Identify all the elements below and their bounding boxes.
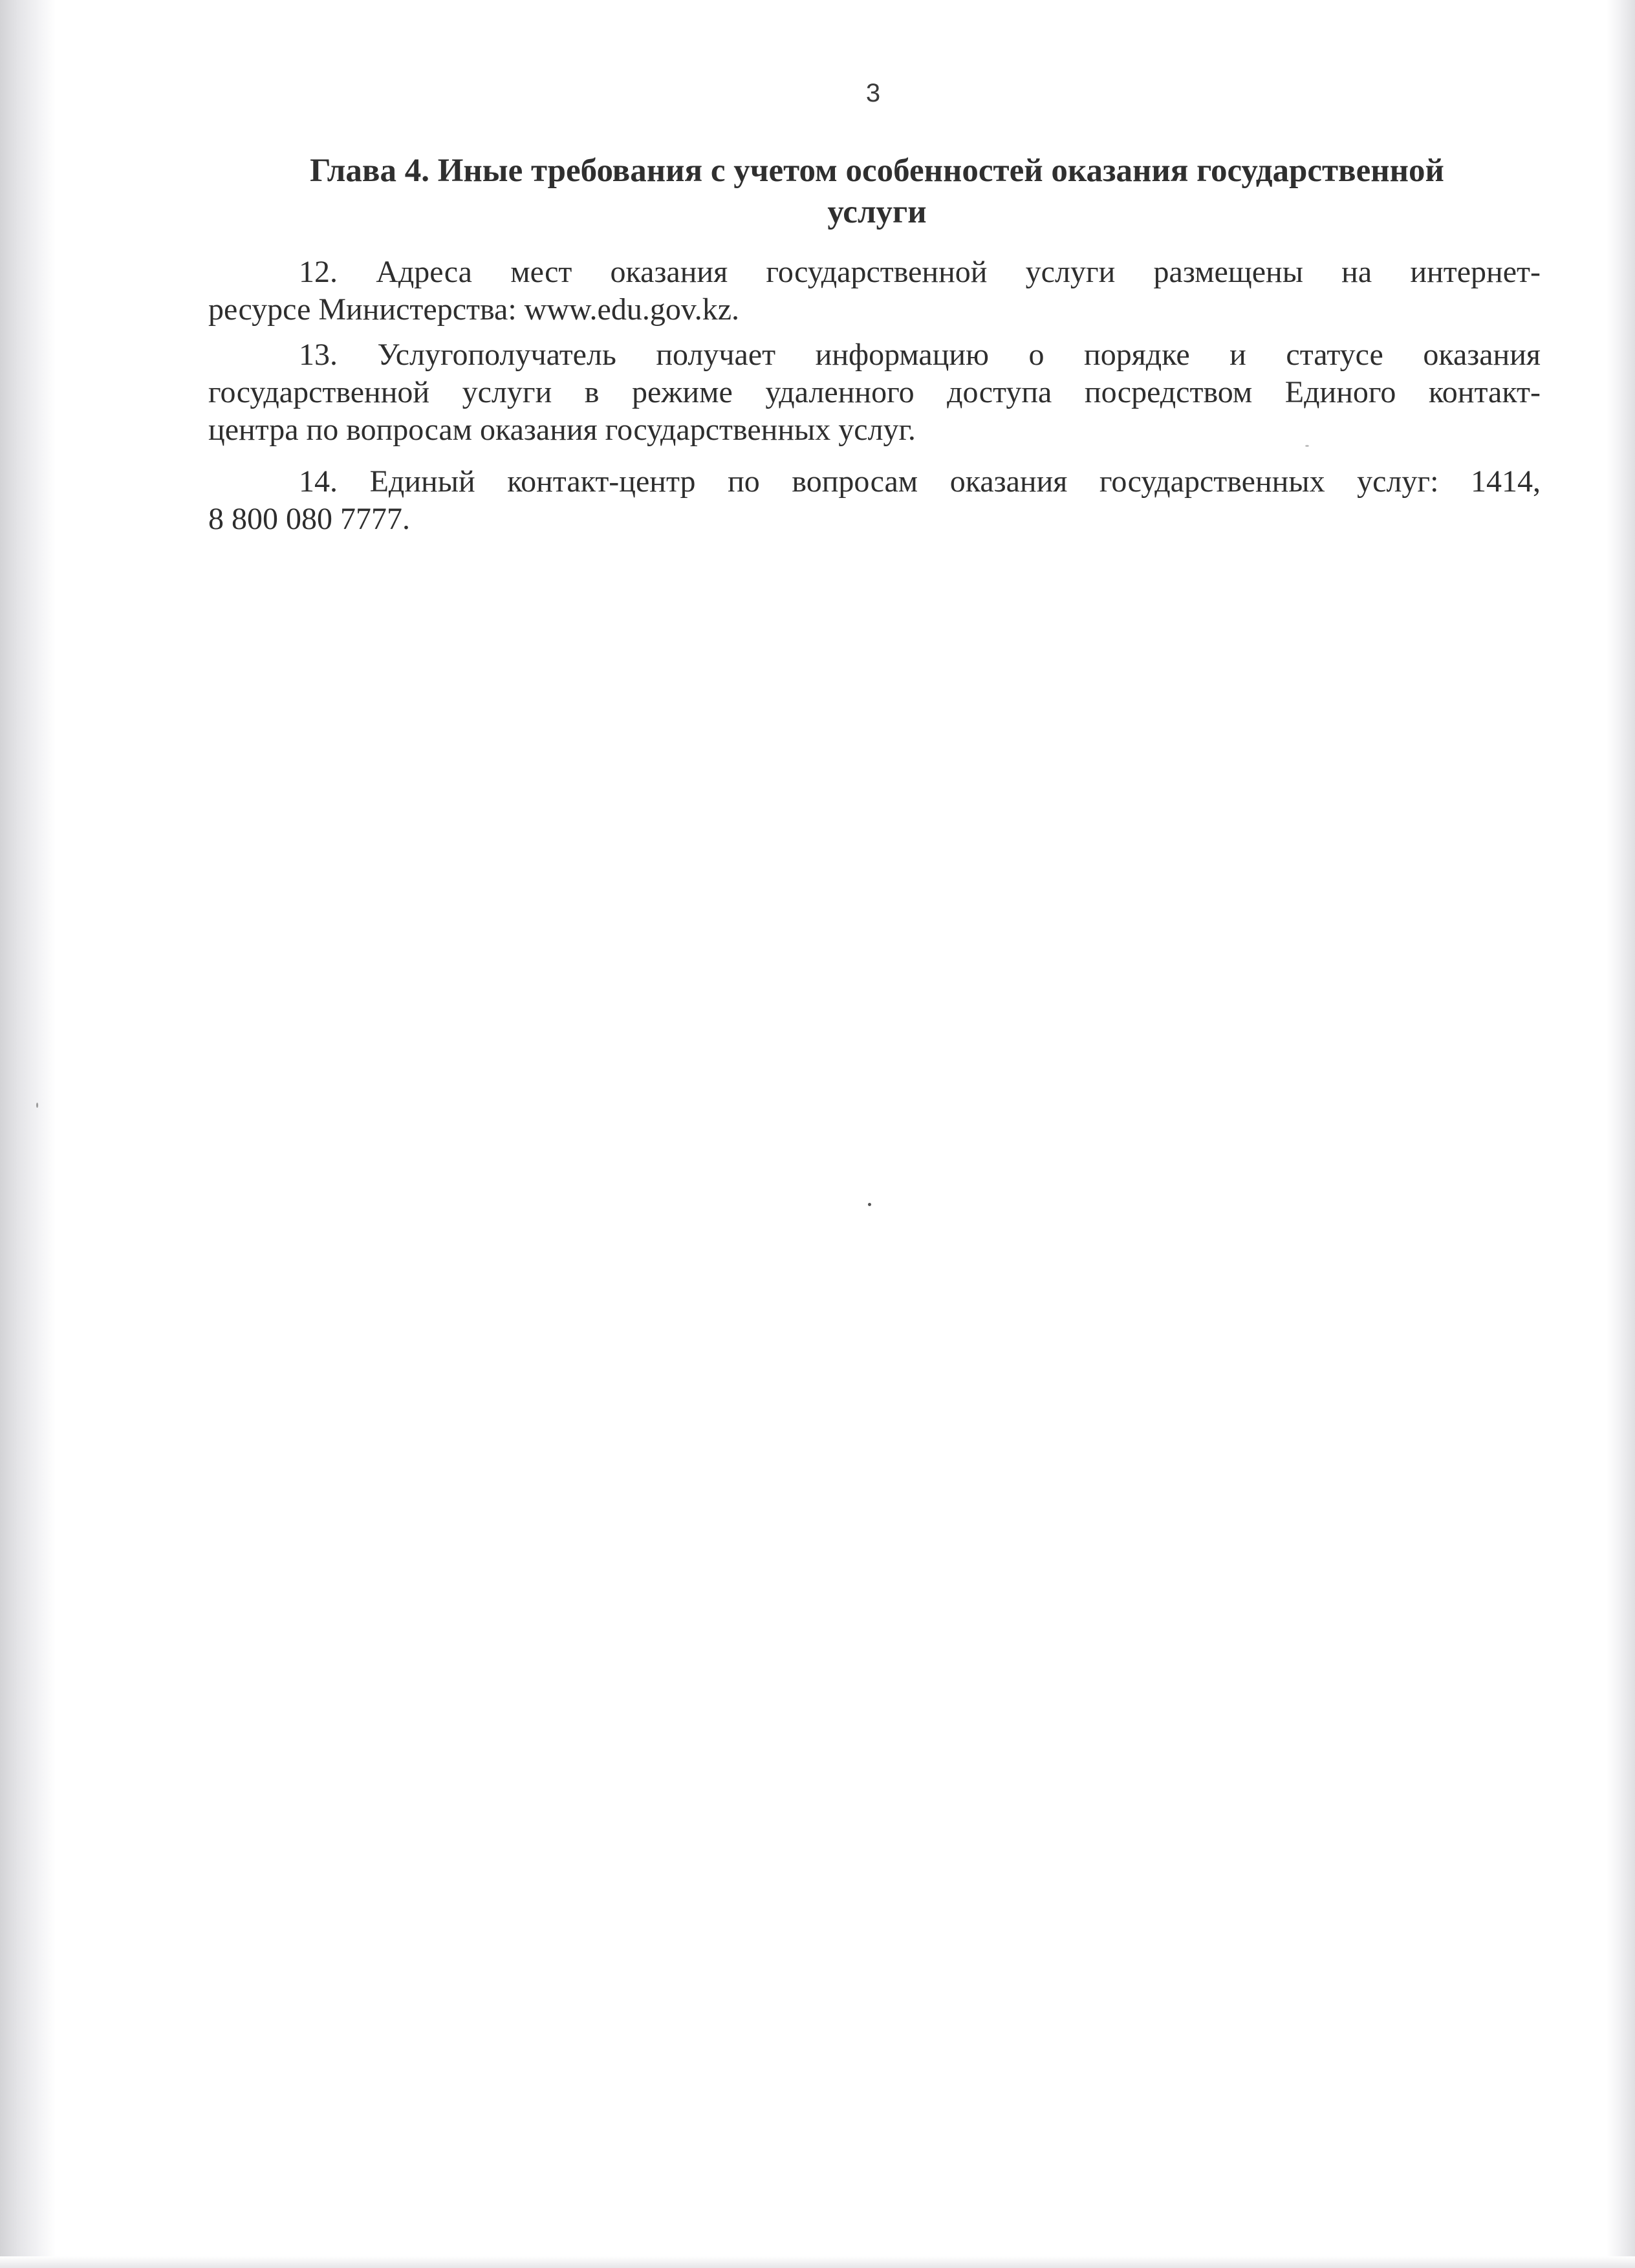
scan-speck [36, 1103, 38, 1108]
paragraph-line: центра по вопросам оказания государственных услуг. [208, 413, 916, 447]
paragraph-line: 8 800 080 7777. [208, 502, 410, 536]
scan-shadow-left [0, 0, 56, 2268]
chapter-title-line: Глава 4. Иные требования с учетом особенностей оказания государственной [310, 153, 1444, 189]
page-number: 3 [865, 79, 881, 107]
paragraph-line: 13. Услугополучатель получает информацию о порядке и статусе оказания [299, 338, 1541, 372]
paragraph-line: 12. Адреса мест оказания государственной услуги размещены на интернет- [299, 255, 1541, 289]
paragraph-line: ресурсе Министерства: www.edu.gov.kz. [208, 292, 740, 327]
paragraph-13 [208, 336, 1541, 449]
scan-shadow-bottom [0, 2256, 1635, 2268]
paragraph-line: государственной услуги в режиме удаленного доступа посредством Единого контакт- [208, 375, 1541, 409]
paragraph-14 [208, 463, 1541, 538]
paragraph-12 [208, 254, 1541, 329]
paragraph-line: 14. Единый контакт-центр по вопросам оказания государственных услуг: 1414, [299, 464, 1541, 499]
scan-speck [868, 1203, 871, 1206]
chapter-title [213, 150, 1541, 233]
scan-speck [1305, 445, 1309, 447]
scan-shadow-right [1607, 0, 1635, 2268]
chapter-title-line: услуги [827, 194, 927, 230]
